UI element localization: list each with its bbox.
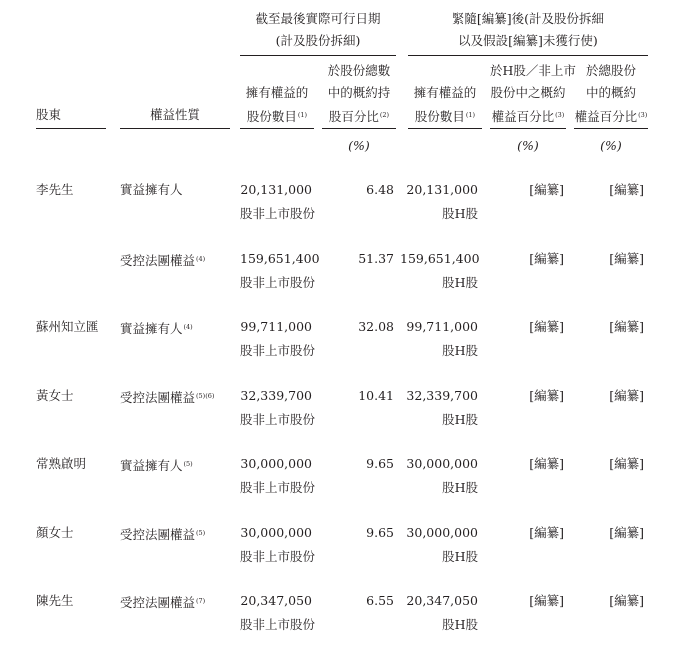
footnote-ref: (5)(6) bbox=[196, 391, 215, 400]
cell-pct-class: [編纂] bbox=[529, 319, 564, 334]
group-rule-after bbox=[408, 55, 648, 56]
footnote-ref: (5) bbox=[183, 460, 193, 468]
col-rule-pct-before bbox=[322, 128, 396, 129]
footnote-ref: (1) bbox=[297, 111, 308, 119]
col-header-pct-total: 於總股份 中的概約 權益百分比$^{(3)}$ bbox=[574, 63, 648, 124]
cell-pct-total: [編纂] bbox=[609, 319, 644, 334]
footnote-ref: (5) bbox=[196, 528, 206, 537]
cell-type-after: 股H股 bbox=[442, 548, 478, 564]
col-header-pct-class: 於H股／非上市 股份中之概約 權益百分比$^{(3)}$ bbox=[490, 63, 576, 124]
cell-holder: 黃女士 bbox=[36, 387, 74, 403]
col-header-nature: 權益性質 bbox=[149, 107, 200, 122]
cell-nature: 實益擁有人$^{(5)}$ bbox=[120, 458, 193, 473]
group-header-before-line-2: (計及股份拆細) bbox=[275, 33, 361, 48]
cell-pct-class: [編纂] bbox=[529, 456, 564, 471]
footnote-ref: (3) bbox=[555, 111, 565, 119]
unit-label-pct-class: (%) bbox=[517, 138, 539, 153]
cell-type-after: 股H股 bbox=[442, 617, 478, 632]
col-rule-shareholder bbox=[36, 128, 106, 129]
cell-pct-before: 9.65 bbox=[366, 456, 394, 471]
footnote-ref: (1) bbox=[465, 111, 476, 119]
cell-type-after: 股H股 bbox=[442, 343, 478, 358]
cell-shares-after: 99,711,000 bbox=[406, 319, 478, 334]
cell-type-before: 股非上市股份 bbox=[240, 343, 316, 358]
cell-nature: 受控法團權益$^{(5)}$ bbox=[120, 526, 206, 542]
col-rule-pct-total bbox=[574, 128, 648, 129]
cell-shares-before: 30,000,000 bbox=[240, 456, 312, 471]
cell-pct-total: [編纂] bbox=[609, 524, 644, 540]
cell-pct-before: 10.41 bbox=[358, 387, 394, 403]
cell-pct-total: [編纂] bbox=[609, 250, 644, 266]
unit-label-pct-before: (%) bbox=[348, 138, 370, 153]
cell-shares-after: 159,651,400 bbox=[400, 250, 480, 266]
cell-type-after: 股H股 bbox=[442, 411, 478, 427]
col-rule-shares-before bbox=[240, 128, 314, 129]
cell-nature: 實益擁有人 bbox=[120, 182, 183, 197]
cell-shares-after: 32,339,700 bbox=[406, 387, 478, 403]
cell-nature: 受控法團權益$^{(5)(6)}$ bbox=[120, 389, 215, 405]
cell-holder: 李先生 bbox=[36, 182, 74, 197]
group-header-before-line-1: 截至最後實際可行日期 bbox=[255, 11, 381, 26]
col-header-pct-before: 於股份總數 中的概約持 股百分比$^{(2)}$ bbox=[327, 63, 391, 124]
cell-type-before: 股非上市股份 bbox=[240, 411, 316, 427]
cell-pct-class: [編纂] bbox=[529, 250, 564, 266]
group-header-after-line-2: 以及假設[編纂]未獲行使) bbox=[458, 33, 598, 48]
group-header-after-line-1: 緊隨[編纂]後(計及股份拆細 bbox=[451, 11, 605, 26]
cell-shares-after: 30,000,000 bbox=[406, 456, 478, 471]
cell-shares-after: 20,347,050 bbox=[406, 593, 478, 608]
cell-shares-before: 32,339,700 bbox=[240, 387, 312, 403]
cell-shares-before: 20,347,050 bbox=[240, 593, 312, 608]
col-rule-nature bbox=[120, 128, 230, 129]
cell-pct-before: 32.08 bbox=[358, 319, 394, 334]
cell-pct-before: 9.65 bbox=[366, 524, 394, 540]
group-header-before bbox=[240, 8, 396, 52]
cell-shares-before: 20,131,000 bbox=[240, 182, 312, 197]
cell-holder: 蘇州知立匯 bbox=[36, 319, 99, 334]
cell-pct-before: 6.55 bbox=[366, 593, 394, 608]
cell-pct-class: [編纂] bbox=[529, 524, 564, 540]
cell-holder: 陳先生 bbox=[36, 593, 74, 608]
cell-pct-class: [編纂] bbox=[529, 387, 564, 403]
cell-type-before: 股非上市股份 bbox=[240, 480, 316, 495]
cell-pct-total: [編纂] bbox=[609, 387, 644, 403]
cell-shares-before: 99,711,000 bbox=[240, 319, 312, 334]
cell-pct-class: [編纂] bbox=[529, 593, 564, 608]
cell-pct-total: [編纂] bbox=[609, 456, 644, 471]
cell-nature: 實益擁有人$^{(4)}$ bbox=[120, 321, 193, 336]
cell-shares-before: 159,651,400 bbox=[240, 250, 320, 266]
cell-pct-before: 51.37 bbox=[358, 250, 394, 266]
cell-type-before: 股非上市股份 bbox=[240, 548, 316, 564]
cell-type-before: 股非上市股份 bbox=[240, 206, 316, 221]
cell-type-after: 股H股 bbox=[442, 274, 478, 290]
cell-shares-before: 30,000,000 bbox=[240, 524, 312, 540]
group-rule-before bbox=[240, 55, 396, 56]
footnote-ref: (7) bbox=[196, 597, 206, 605]
cell-pct-before: 6.48 bbox=[366, 182, 394, 197]
cell-pct-class: [編纂] bbox=[529, 182, 564, 197]
group-header-after bbox=[408, 8, 648, 52]
cell-holder: 顏女士 bbox=[36, 524, 74, 540]
cell-nature: 受控法團權益$^{(4)}$ bbox=[120, 252, 206, 268]
col-header-shareholder: 股東 bbox=[36, 107, 62, 122]
footnote-ref: (4) bbox=[183, 323, 193, 331]
cell-shares-after: 30,000,000 bbox=[406, 524, 478, 540]
cell-pct-total: [編纂] bbox=[609, 593, 644, 608]
col-rule-shares-after bbox=[408, 128, 482, 129]
cell-shares-after: 20,131,000 bbox=[406, 182, 478, 197]
col-header-shares-before: 擁有權益的 股份數目$^{(1)}$ bbox=[245, 85, 309, 124]
cell-type-before: 股非上市股份 bbox=[240, 617, 316, 632]
cell-type-after: 股H股 bbox=[442, 480, 478, 495]
footnote-ref: (4) bbox=[196, 254, 206, 263]
unit-label-pct-total: (%) bbox=[600, 138, 622, 153]
cell-type-before: 股非上市股份 bbox=[240, 274, 316, 290]
cell-holder: 常熟啟明 bbox=[36, 456, 87, 471]
footnote-ref: (3) bbox=[638, 111, 648, 119]
col-rule-pct-class bbox=[490, 128, 566, 129]
footnote-ref: (2) bbox=[379, 111, 390, 119]
cell-nature: 受控法團權益$^{(7)}$ bbox=[120, 595, 206, 610]
cell-pct-total: [編纂] bbox=[609, 182, 644, 197]
col-header-shares-after: 擁有權益的 股份數目$^{(1)}$ bbox=[413, 85, 477, 124]
cell-type-after: 股H股 bbox=[442, 206, 478, 221]
